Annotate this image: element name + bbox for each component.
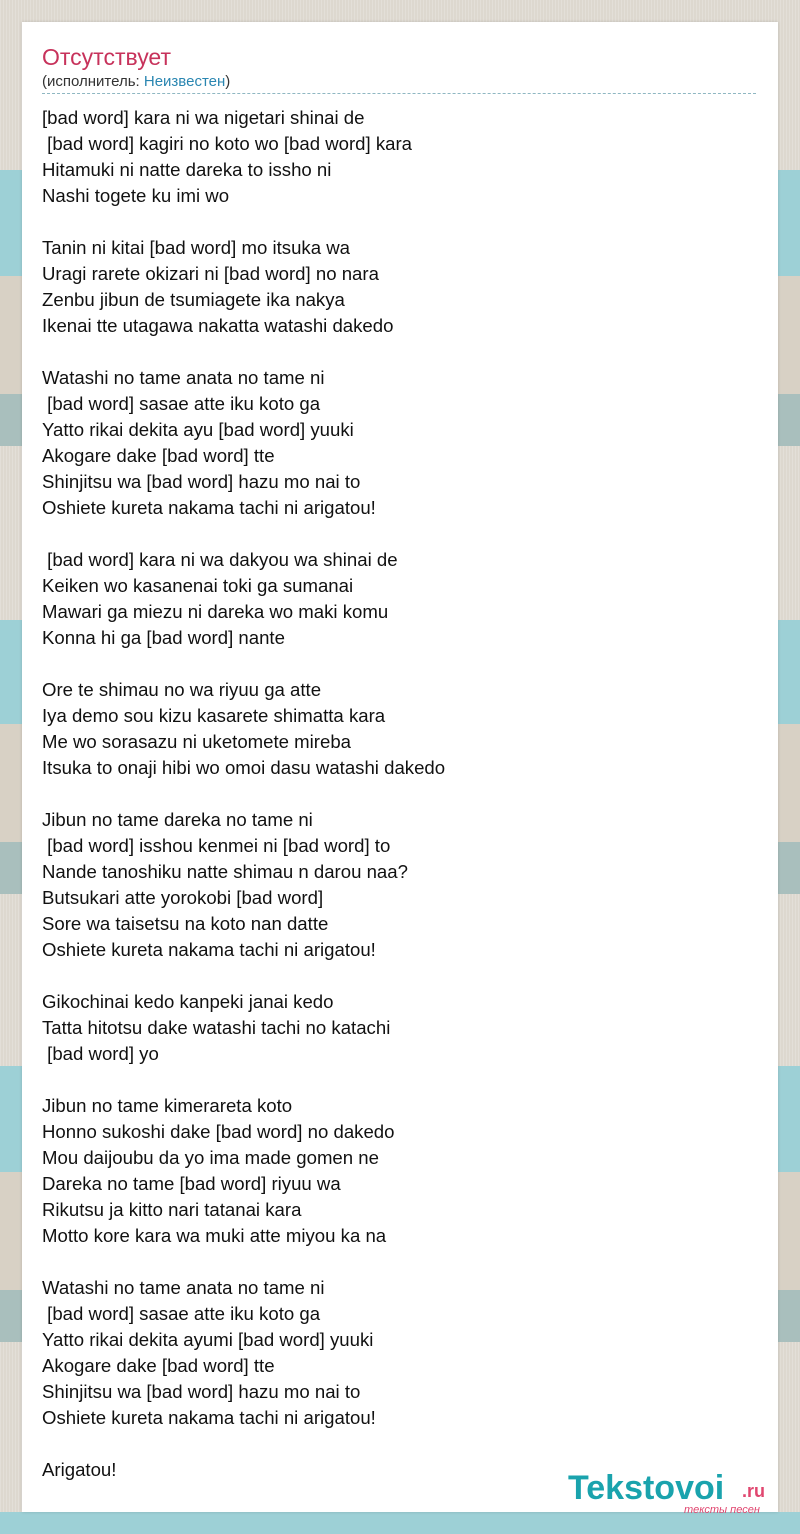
song-title: Отсутствует <box>42 44 171 70</box>
logo-wordmark: Tekstovoi <box>568 1469 725 1507</box>
artist-suffix: ) <box>225 73 231 90</box>
artist-prefix: (исполнитель: <box>42 73 144 90</box>
logo-tagline: тексты песен <box>684 1504 760 1516</box>
lyrics-text: [bad word] kara ni wa nigetari shinai de [bad word] kagiri no koto wo [bad word] kara Hitamuki ni natte dareka to issho ni Nashi togete ku imi wo Tanin ni kitai [bad word] mo itsuka wa Uragi rarete okizari ni [bad word] no nara Zenbu jibun de tsumiagete ika nakya Ikenai tte utagawa nakatta watashi dakedo Watashi no tame anata no tame ni [bad word] sasae atte iku koto ga Yatto rikai dekita ayu [bad word] yuuki Akogare dake [bad word] tte Shinjitsu wa [bad word] hazu mo nai to Oshiete kureta nakama tachi ni arigatou! [bad word] kara ni wa dakyou wa shinai de Keiken wo kasanenai toki ga sumanai Mawari ga miezu ni dareka wo maki komu Konna hi ga [bad word] nante Ore te shimau no wa riyuu ga atte Iya demo sou kizu kasarete shimatta kara Me wo sorasazu ni uketomete mireba Itsuka to onaji hibi wo omoi dasu watashi dakedo Jibun no tame dareka no tame ni [bad word] isshou kenmei ni [bad word] to Nande tanoshiku natte shimau n darou naa? Butsukari atte yorokobi [bad word] Sore wa taisetsu na koto nan datte Oshiete kureta nakama tachi ni arigatou! Gikochinai kedo kanpeki janai kedo Tatta hitotsu dake watashi tachi no katachi [bad word] yo Jibun no tame kimerareta koto Honno sukoshi dake [bad word] no dakedo Mou daijoubu da yo ima made gomen ne Dareka no tame [bad word] riyuu wa Rikutsu ja kitto nari tatanai kara Motto kore kara wa muki atte miyou ka na Watashi no tame anata no tame ni [bad word] sasae atte iku koto ga Yatto rikai dekita ayumi [bad word] yuuki Akogare dake [bad word] tte Shinjitsu wa [bad word] hazu mo nai to Oshiete kureta nakama tachi ni arigatou! Arigatou! <box>42 107 446 1480</box>
lyrics-card <box>22 22 778 1516</box>
artist-link[interactable]: Неизвестен <box>143 73 226 90</box>
site-logo[interactable] <box>568 1468 778 1516</box>
artist-line <box>42 73 756 94</box>
logo-tld: .ru <box>742 1481 766 1501</box>
